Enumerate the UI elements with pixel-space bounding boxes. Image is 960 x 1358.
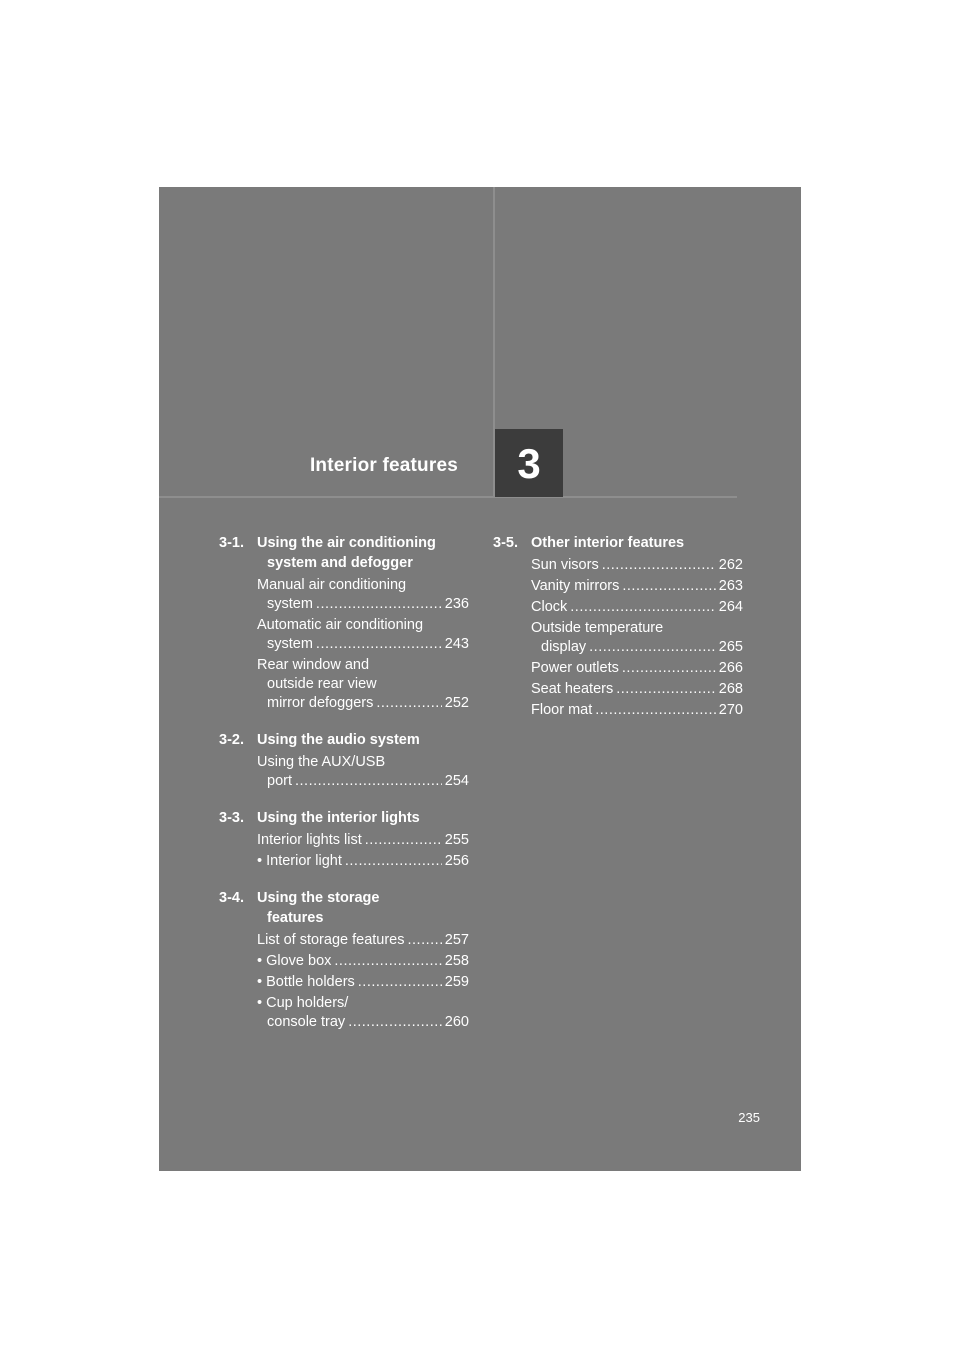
toc-entry[interactable] <box>531 598 743 617</box>
section-entries <box>219 831 469 871</box>
entry-page-number: 263 <box>718 578 743 594</box>
toc-entry[interactable] <box>257 852 469 871</box>
entry-text-line: • Bottle holders <box>257 974 355 990</box>
toc-column-left <box>219 533 469 1049</box>
entry-page-number: 255 <box>444 832 469 848</box>
section-heading <box>219 888 469 928</box>
entry-last-line <box>257 635 469 654</box>
divider-horizontal <box>159 496 737 498</box>
entry-text-line: Sun visors <box>531 557 599 573</box>
dot-leader <box>316 595 442 614</box>
dot-leader <box>376 694 441 713</box>
toc-entry[interactable] <box>257 831 469 850</box>
entry-page-number: 270 <box>718 702 743 718</box>
chapter-number-box <box>495 429 563 497</box>
page-number: 235 <box>738 1110 760 1125</box>
toc-entry[interactable] <box>257 994 469 1032</box>
entry-page-number: 257 <box>444 932 469 948</box>
entry-last-line <box>257 595 469 614</box>
section-heading <box>493 533 743 553</box>
entry-last-line <box>531 577 743 596</box>
toc-section <box>219 808 469 871</box>
chapter-title: Interior features <box>309 455 458 476</box>
dot-leader <box>622 659 716 678</box>
toc-section <box>219 730 469 791</box>
dot-leader <box>616 680 716 699</box>
section-title-line: Other interior features <box>531 535 685 551</box>
entry-page-number: 259 <box>444 974 469 990</box>
entry-page-number: 260 <box>444 1014 469 1030</box>
entry-text-line: Vanity mirrors <box>531 578 620 594</box>
dot-leader <box>345 852 442 871</box>
dot-leader <box>408 931 442 950</box>
toc-entry[interactable] <box>531 659 743 678</box>
entry-last-line <box>257 1013 469 1032</box>
toc-section <box>219 533 469 713</box>
dot-leader <box>602 556 716 575</box>
toc-entry[interactable] <box>257 616 469 654</box>
toc-section <box>493 533 743 720</box>
section-number: 3-5. <box>493 535 518 551</box>
entry-text-line: console tray <box>267 1014 346 1030</box>
entry-last-line <box>257 952 469 971</box>
entry-text-line: • Interior light <box>257 853 342 869</box>
entry-last-line <box>257 973 469 992</box>
dot-leader <box>589 638 716 657</box>
toc-column-right <box>493 533 743 737</box>
entry-text-line: • Cup holders/ <box>257 995 349 1011</box>
toc-section <box>219 888 469 1032</box>
entry-page-number: 266 <box>718 660 743 676</box>
entry-last-line <box>531 680 743 699</box>
entry-last-line <box>257 852 469 871</box>
section-title-line: Using the audio system <box>257 732 420 748</box>
toc-entry[interactable] <box>531 577 743 596</box>
entry-page-number: 265 <box>718 639 743 655</box>
chapter-number: 3 <box>517 440 541 487</box>
toc-entry[interactable] <box>531 701 743 720</box>
dot-leader <box>570 598 716 617</box>
entry-last-line <box>257 772 469 791</box>
dot-leader <box>358 973 442 992</box>
entry-page-number: 258 <box>444 953 469 969</box>
entry-text-line: Automatic air conditioning <box>257 617 424 633</box>
dot-leader <box>365 831 442 850</box>
toc-entry[interactable] <box>257 576 469 614</box>
dot-leader <box>348 1013 442 1032</box>
entry-last-line <box>257 694 469 713</box>
entry-page-number: 252 <box>444 695 469 711</box>
entry-text-line: Clock <box>531 599 568 615</box>
entry-page-number: 254 <box>444 773 469 789</box>
toc-entry[interactable] <box>257 656 469 713</box>
entry-text-line: Outside temperature <box>531 620 664 636</box>
entry-text-line: system <box>267 636 313 652</box>
section-number: 3-2. <box>219 732 244 748</box>
entry-last-line <box>531 659 743 678</box>
toc-entry[interactable] <box>257 931 469 950</box>
entry-text-line: • Glove box <box>257 953 332 969</box>
entry-text-line: display <box>541 639 587 655</box>
section-entries <box>493 556 743 720</box>
section-title-line: Using the air conditioning <box>257 535 436 551</box>
section-entries <box>219 931 469 1032</box>
toc-entry[interactable] <box>257 753 469 791</box>
toc-entry[interactable] <box>257 973 469 992</box>
entry-text-line: mirror defoggers <box>267 695 374 711</box>
dot-leader <box>595 701 716 720</box>
section-title-line: Using the storage <box>257 890 380 906</box>
section-title-line: features <box>267 910 324 926</box>
toc-entry[interactable] <box>257 952 469 971</box>
section-heading <box>219 730 469 750</box>
dot-leader <box>316 635 442 654</box>
section-number: 3-3. <box>219 810 244 826</box>
section-title-line: Using the interior lights <box>257 810 420 826</box>
toc-entry[interactable] <box>531 619 743 657</box>
toc-entry[interactable] <box>531 680 743 699</box>
entry-text-line: List of storage features <box>257 932 405 948</box>
entry-page-number: 268 <box>718 681 743 697</box>
section-title-line: system and defogger <box>267 555 413 571</box>
entry-page-number: 243 <box>444 636 469 652</box>
entry-text-line: outside rear view <box>267 676 377 692</box>
entry-last-line <box>257 831 469 850</box>
section-entries <box>219 576 469 713</box>
entry-page-number: 256 <box>444 853 469 869</box>
entry-last-line <box>531 701 743 720</box>
entry-last-line <box>531 638 743 657</box>
entry-last-line <box>531 556 743 575</box>
section-heading <box>219 533 469 573</box>
entry-last-line <box>531 598 743 617</box>
section-number: 3-4. <box>219 890 244 906</box>
entry-text-line: Rear window and <box>257 657 370 673</box>
entry-text-line: Interior lights list <box>257 832 362 848</box>
toc-entry[interactable] <box>531 556 743 575</box>
section-heading <box>219 808 469 828</box>
dot-leader <box>295 772 442 791</box>
dot-leader <box>334 952 441 971</box>
entry-text-line: port <box>267 773 292 789</box>
entry-last-line <box>257 931 469 950</box>
dot-leader <box>622 577 715 596</box>
entry-text-line: Floor mat <box>531 702 593 718</box>
entry-text-line: Seat heaters <box>531 681 614 697</box>
section-entries <box>219 753 469 791</box>
entry-page-number: 264 <box>718 599 743 615</box>
entry-text-line: Using the AUX/USB <box>257 754 386 770</box>
entry-text-line: Power outlets <box>531 660 619 676</box>
entry-page-number: 262 <box>718 557 743 573</box>
section-number: 3-1. <box>219 535 244 551</box>
entry-text-line: system <box>267 596 313 612</box>
entry-text-line: Manual air conditioning <box>257 577 407 593</box>
entry-page-number: 236 <box>444 596 469 612</box>
